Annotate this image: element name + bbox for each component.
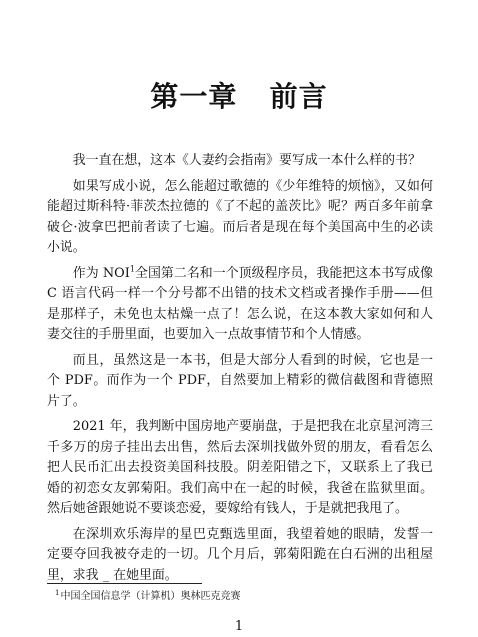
footnote-reference: 1 bbox=[129, 264, 135, 274]
page-number: 1 bbox=[234, 619, 244, 634]
footnote bbox=[55, 590, 435, 604]
paragraph-text: 全国第二名和一个顶级程序员，我能把这本书写成像 C 语言代码一样一个分号都不出错的技术文档或者操作手册——但是那样子，未免也太枯燥一点了！怎么说，在这本教大家如何和人妻交往的手册里面，也要加入一点故事情节和个人情感。 bbox=[47, 265, 433, 342]
chapter-title: 第一章 前言 bbox=[150, 79, 328, 113]
paragraph-text: 作为 NOI bbox=[72, 265, 130, 281]
paragraph: 在深圳欢乐海岸的星巴克甄选里面，我望着她的眼睛，发誓一定要夺回我被夺走的一切。几个月后，郭菊阳跪在白石洲的出租屋里，求我 _ 在她里面。 bbox=[47, 526, 433, 583]
paragraph bbox=[47, 264, 433, 346]
paragraph: 如果写成小说，怎么能超过歌德的《少年维特的烦恼》，又如何能超过斯科特·菲茨杰拉德的《了不起的盖茨比》呢？两百多年前拿破仑·波拿巴把前者读了七遍。而后者是现在每个美国高中生的必读小说。 bbox=[47, 178, 433, 255]
paragraph: 我一直在想，这本《人妻约会指南》要写成一本什么样的书？ bbox=[72, 153, 421, 168]
paragraph: 2021 年，我判断中国房地产要崩盘，于是把我在北京星河湾三千多万的房子挂出去出售，然后去深圳找做外贸的朋友，看看怎么把人民币汇出去投资美国科技股。阴差阳错之下，又联系上了我已婚的初恋女友郭菊阳。我们高中在一起的时候，我爸在监狱里面。然后她爸跟她说不要谈恋爱，要嫁给有钱人，于是就把我甩了。 bbox=[47, 419, 433, 516]
body-text bbox=[47, 151, 433, 591]
footnote-mark: 1 bbox=[55, 588, 60, 597]
paragraph: 而且，虽然这是一本书，但是大部分人看到的时候，它也是一个 PDF。而作为一个 PDF，自然要加上精彩的微信截图和背德照片了。 bbox=[47, 352, 433, 409]
footnote-divider bbox=[47, 583, 202, 584]
footnote-text: 中国全国信息学（计算机）奥林匹克竞赛 bbox=[60, 591, 241, 602]
